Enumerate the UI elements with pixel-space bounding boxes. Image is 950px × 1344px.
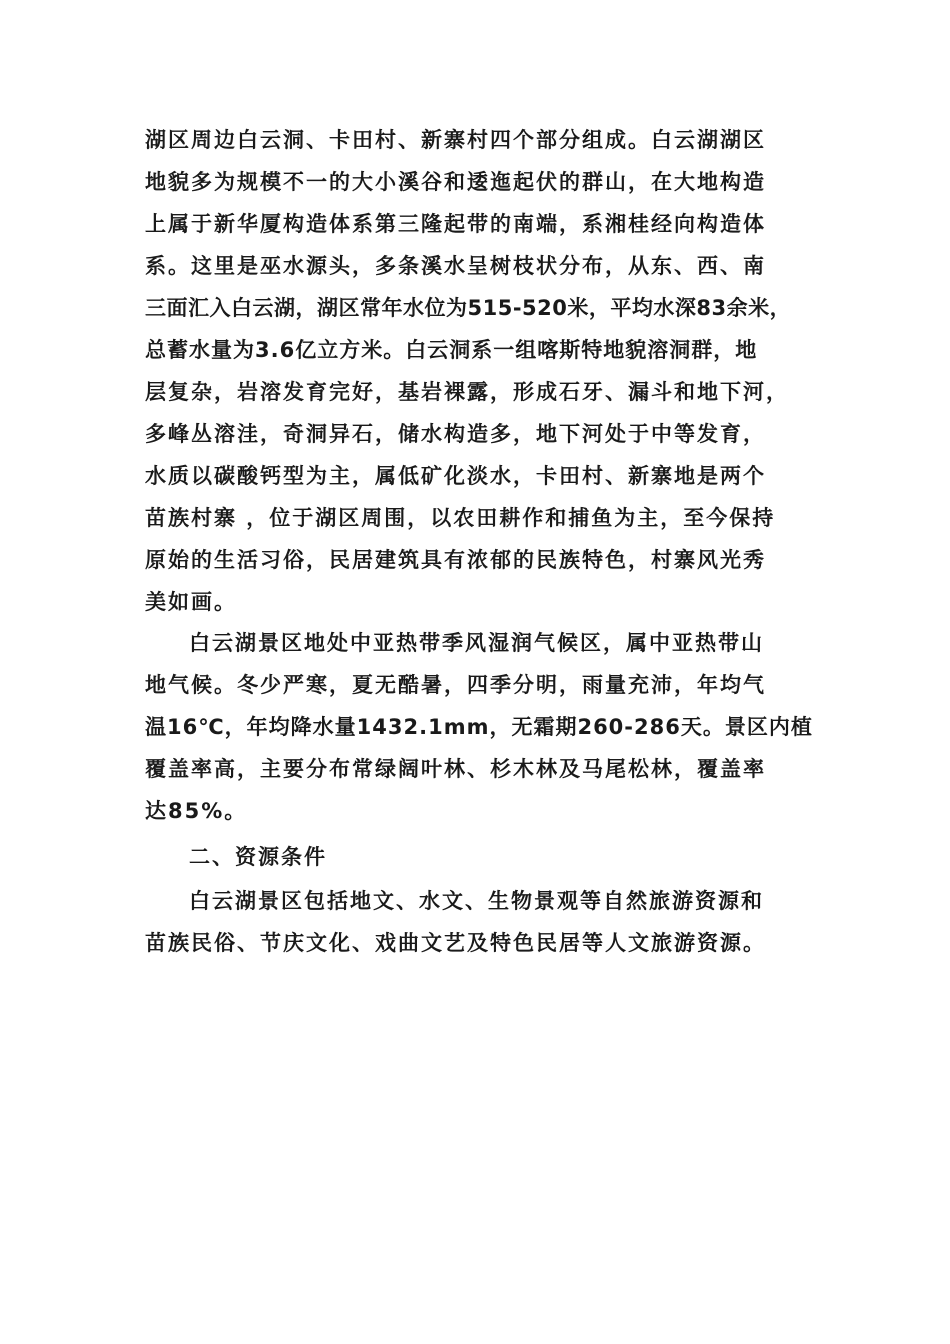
text-line: 水质以碳酸钙型为主，属低矿化淡水，卡田村、新寨地是两个	[145, 464, 766, 488]
text-line: 总蓄水量为3.6亿立方米。白云洞系一组喀斯特地貌溶洞群，地	[145, 338, 758, 362]
heading-resources: 二、资源条件	[189, 845, 327, 869]
text-line: 地貌多为规模不一的大小溪谷和逶迤起伏的群山，在大地构造	[145, 170, 766, 194]
text-line: 地气候。冬少严寒，夏无酷暑，四季分明，雨量充沛，年均气	[145, 673, 766, 697]
text-line: 达85%。	[145, 799, 248, 823]
text-line: 苗族村寨 ，位于湖区周围，以农田耕作和捕鱼为主，至今保持	[145, 506, 776, 530]
text-line: 层复杂，岩溶发育完好，基岩裸露，形成石牙、漏斗和地下河，	[145, 380, 789, 404]
text-line: 温16℃，年均降水量1432.1mm，无霜期260-286天。景区内植	[145, 715, 813, 739]
text-line: 苗族民俗、节庆文化、戏曲文艺及特色民居等人文旅游资源。	[145, 931, 766, 955]
text-line: 湖区周边白云洞、卡田村、新寨村四个部分组成。白云湖湖区	[145, 128, 766, 152]
text-line: 覆盖率高，主要分布常绿阔叶林、杉木林及马尾松林，覆盖率	[145, 757, 766, 781]
section-heading	[145, 836, 745, 878]
text-line: 美如画。	[145, 590, 237, 614]
paragraph-geography	[145, 119, 792, 623]
paragraph-climate	[145, 622, 813, 832]
text-line: 三面汇入白云湖，湖区常年水位为515-520米，平均水深83余米，	[145, 296, 792, 320]
text-line: 白云湖景区地处中亚热带季风湿润气候区，属中亚热带山	[189, 631, 764, 655]
text-line: 多峰丛溶洼，奇洞异石，储水构造多，地下河处于中等发育，	[145, 422, 766, 446]
paragraph-resources	[145, 880, 766, 964]
text-line: 上属于新华厦构造体系第三隆起带的南端，系湘桂经向构造体	[145, 212, 766, 236]
text-line: 白云湖景区包括地文、水文、生物景观等自然旅游资源和	[189, 889, 764, 913]
text-line: 系。这里是巫水源头，多条溪水呈树枝状分布，从东、西、南	[145, 254, 766, 278]
text-line: 原始的生活习俗，民居建筑具有浓郁的民族特色，村寨风光秀	[145, 548, 766, 572]
